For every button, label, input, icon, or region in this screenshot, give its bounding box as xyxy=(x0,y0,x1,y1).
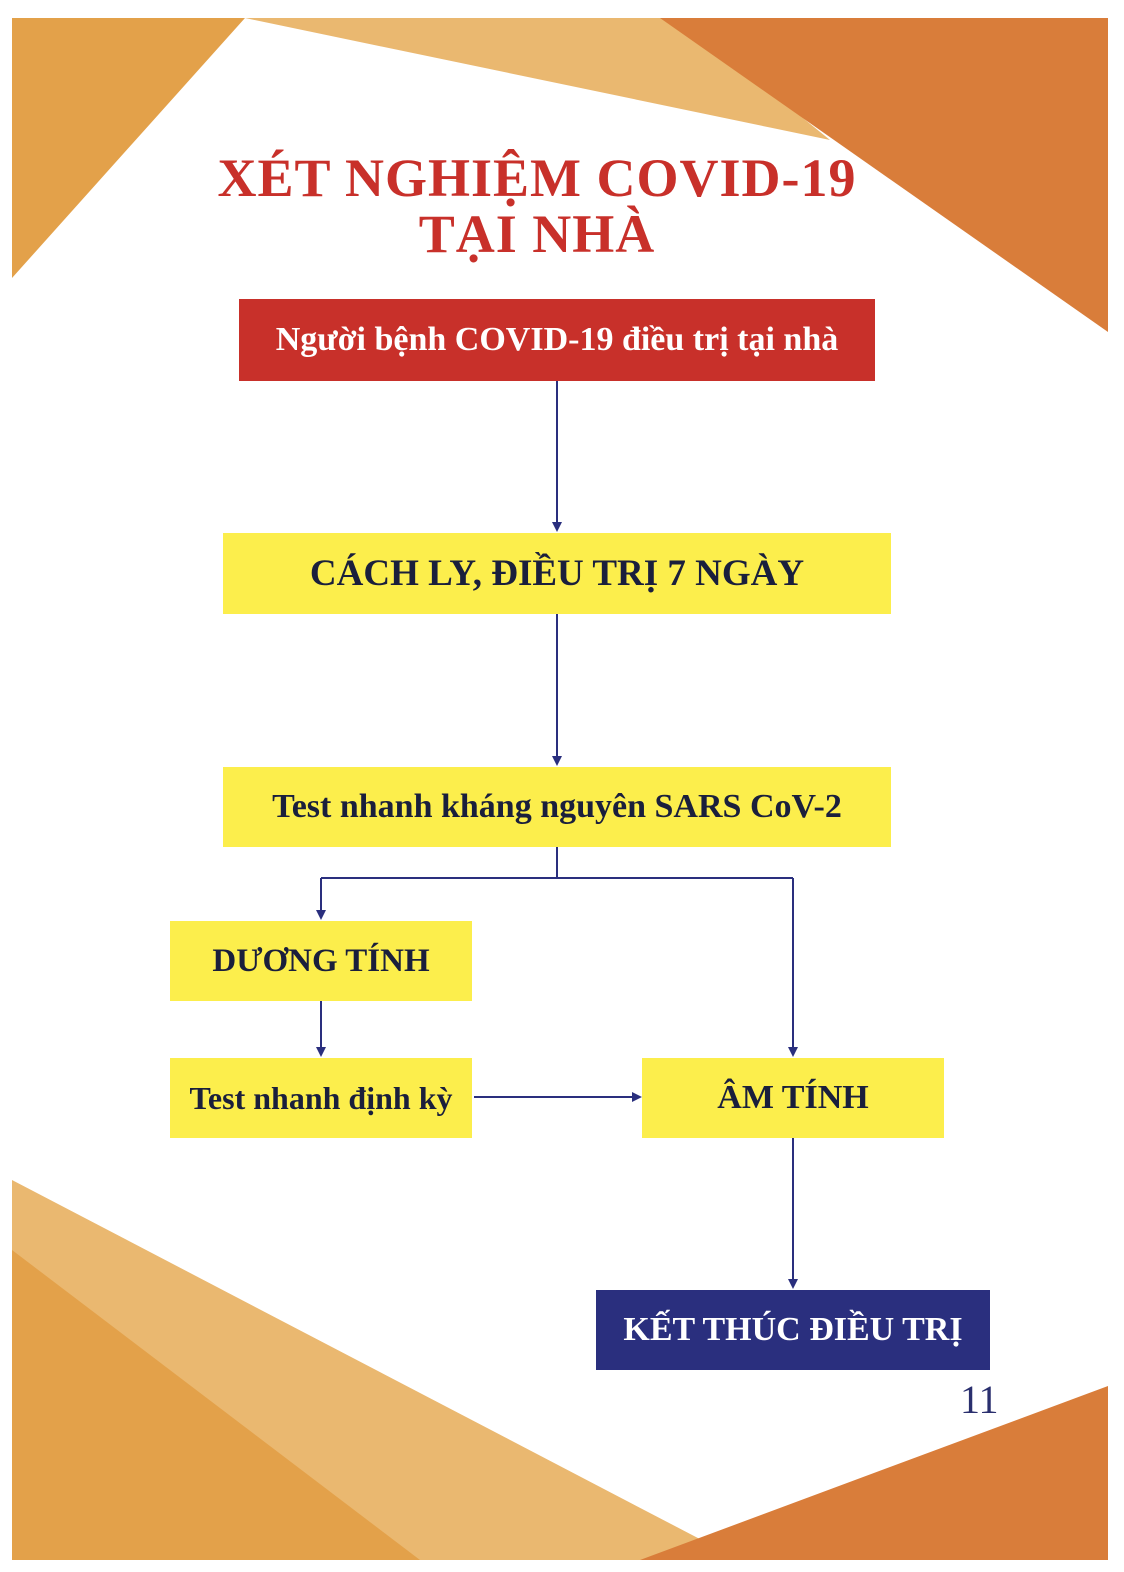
flow-box-end: KẾT THÚC ĐIỀU TRỊ xyxy=(596,1290,990,1370)
flow-box-rapid-test: Test nhanh kháng nguyên SARS CoV-2 xyxy=(223,767,891,847)
flow-box-negative: ÂM TÍNH xyxy=(642,1058,944,1138)
page-title-line-1: XÉT NGHIỆM COVID-19 xyxy=(217,148,857,208)
flow-box-positive: DƯƠNG TÍNH xyxy=(170,921,472,1001)
page-number: 11 xyxy=(960,1377,999,1422)
flow-box-start: Người bệnh COVID-19 điều trị tại nhà xyxy=(239,299,875,381)
page-title-line-2: TẠI NHÀ xyxy=(418,204,656,264)
flow-box-periodic-test: Test nhanh định kỳ xyxy=(170,1058,472,1138)
flow-box-isolate: CÁCH LY, ĐIỀU TRỊ 7 NGÀY xyxy=(223,533,891,614)
